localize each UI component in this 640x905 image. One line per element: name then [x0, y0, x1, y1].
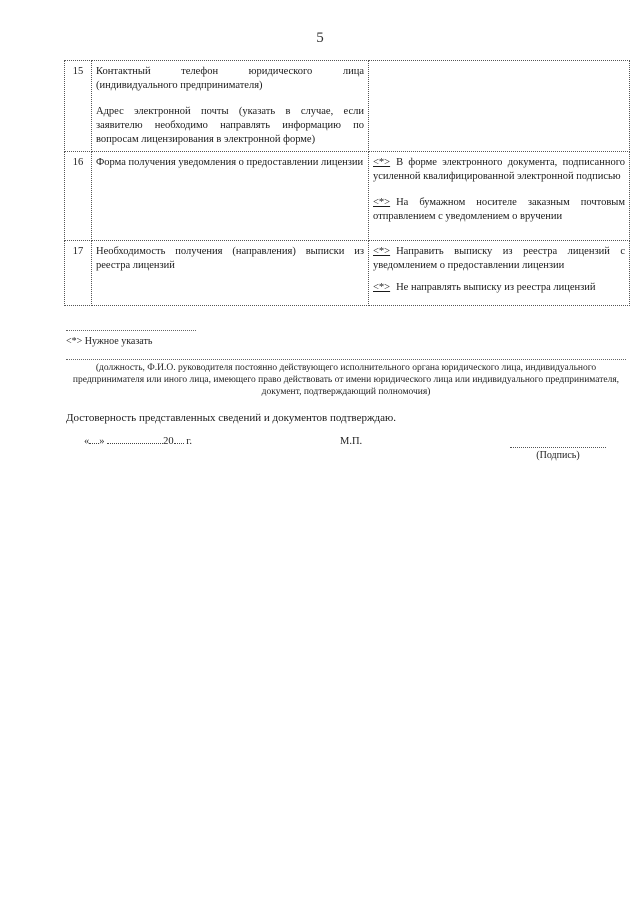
- option-electronic[interactable]: [373, 156, 625, 184]
- table-row-15: [65, 61, 630, 152]
- row-number: 16: [65, 152, 92, 241]
- date-open-quote: «: [84, 436, 90, 447]
- choice-mark[interactable]: <*>: [373, 157, 391, 168]
- row-options: [369, 241, 630, 306]
- label-notification-form: Форма получения уведомления о предоставлении лицензии: [96, 157, 364, 168]
- option-send-extract[interactable]: [373, 245, 625, 273]
- row-value-empty[interactable]: [369, 61, 630, 152]
- month-blank[interactable]: [107, 443, 163, 444]
- option-paper[interactable]: [373, 196, 625, 224]
- page-number: 5: [316, 30, 324, 46]
- year-prefix: 20: [163, 436, 174, 447]
- row-number: 17: [65, 241, 92, 306]
- confirmation-text: Достоверность представленных сведений и документов подтверждаю.: [66, 412, 396, 424]
- row-label: [92, 241, 369, 306]
- footnote: <*> Нужное указать: [66, 336, 153, 347]
- label-email: Адрес электронной почты (указать в случае, если заявителю необходимо направлять информацию по вопросам лицензирования в электронной форме): [96, 106, 364, 145]
- year-blank[interactable]: [174, 443, 184, 444]
- label-registry-extract: Необходимость получения (направления) выписки из реестра лицензий: [96, 246, 364, 271]
- table-row-17: [65, 241, 630, 306]
- day-blank[interactable]: [89, 443, 99, 444]
- signature-caption: (Подпись): [536, 450, 580, 461]
- option-no-extract[interactable]: [373, 281, 625, 295]
- application-table: [64, 60, 630, 306]
- footnote-divider: [66, 330, 196, 331]
- row-label: [92, 61, 369, 152]
- row-number: 15: [65, 61, 92, 152]
- choice-mark[interactable]: <*>: [373, 197, 391, 208]
- option-text: Направить выписку из реестра лицензий с уведомлением о предоставлении лицензии: [373, 246, 625, 271]
- position-fill-line[interactable]: [66, 359, 626, 360]
- choice-mark[interactable]: <*>: [373, 282, 391, 293]
- option-text: Не направлять выписку из реестра лицензий: [396, 282, 596, 293]
- row-options: [369, 152, 630, 241]
- label-phone: Контактный телефон юридического лица (индивидуального предпринимателя): [96, 66, 364, 91]
- choice-mark[interactable]: <*>: [373, 246, 391, 257]
- table-row-16: [65, 152, 630, 241]
- date-field: [84, 436, 192, 447]
- year-suffix: г.: [186, 436, 192, 447]
- option-text: На бумажном носителе заказным почтовым отправлением с уведомлением о вручении: [373, 197, 625, 222]
- stamp-placeholder: М.П.: [340, 436, 363, 447]
- signature-line[interactable]: [510, 447, 606, 448]
- position-caption: (должность, Ф.И.О. руководителя постоянно действующего исполнительного органа юридического лица, индивидуального предпринимателя или иного лица, имеющего право действовать от имени юридического лица или индивидуального предпринимателя, документ, подтверждающий полномочия): [72, 363, 620, 397]
- row-label: [92, 152, 369, 241]
- date-close-quote: »: [99, 436, 105, 447]
- option-text: В форме электронного документа, подписанного усиленной квалифицированной электронной подписью: [373, 157, 625, 182]
